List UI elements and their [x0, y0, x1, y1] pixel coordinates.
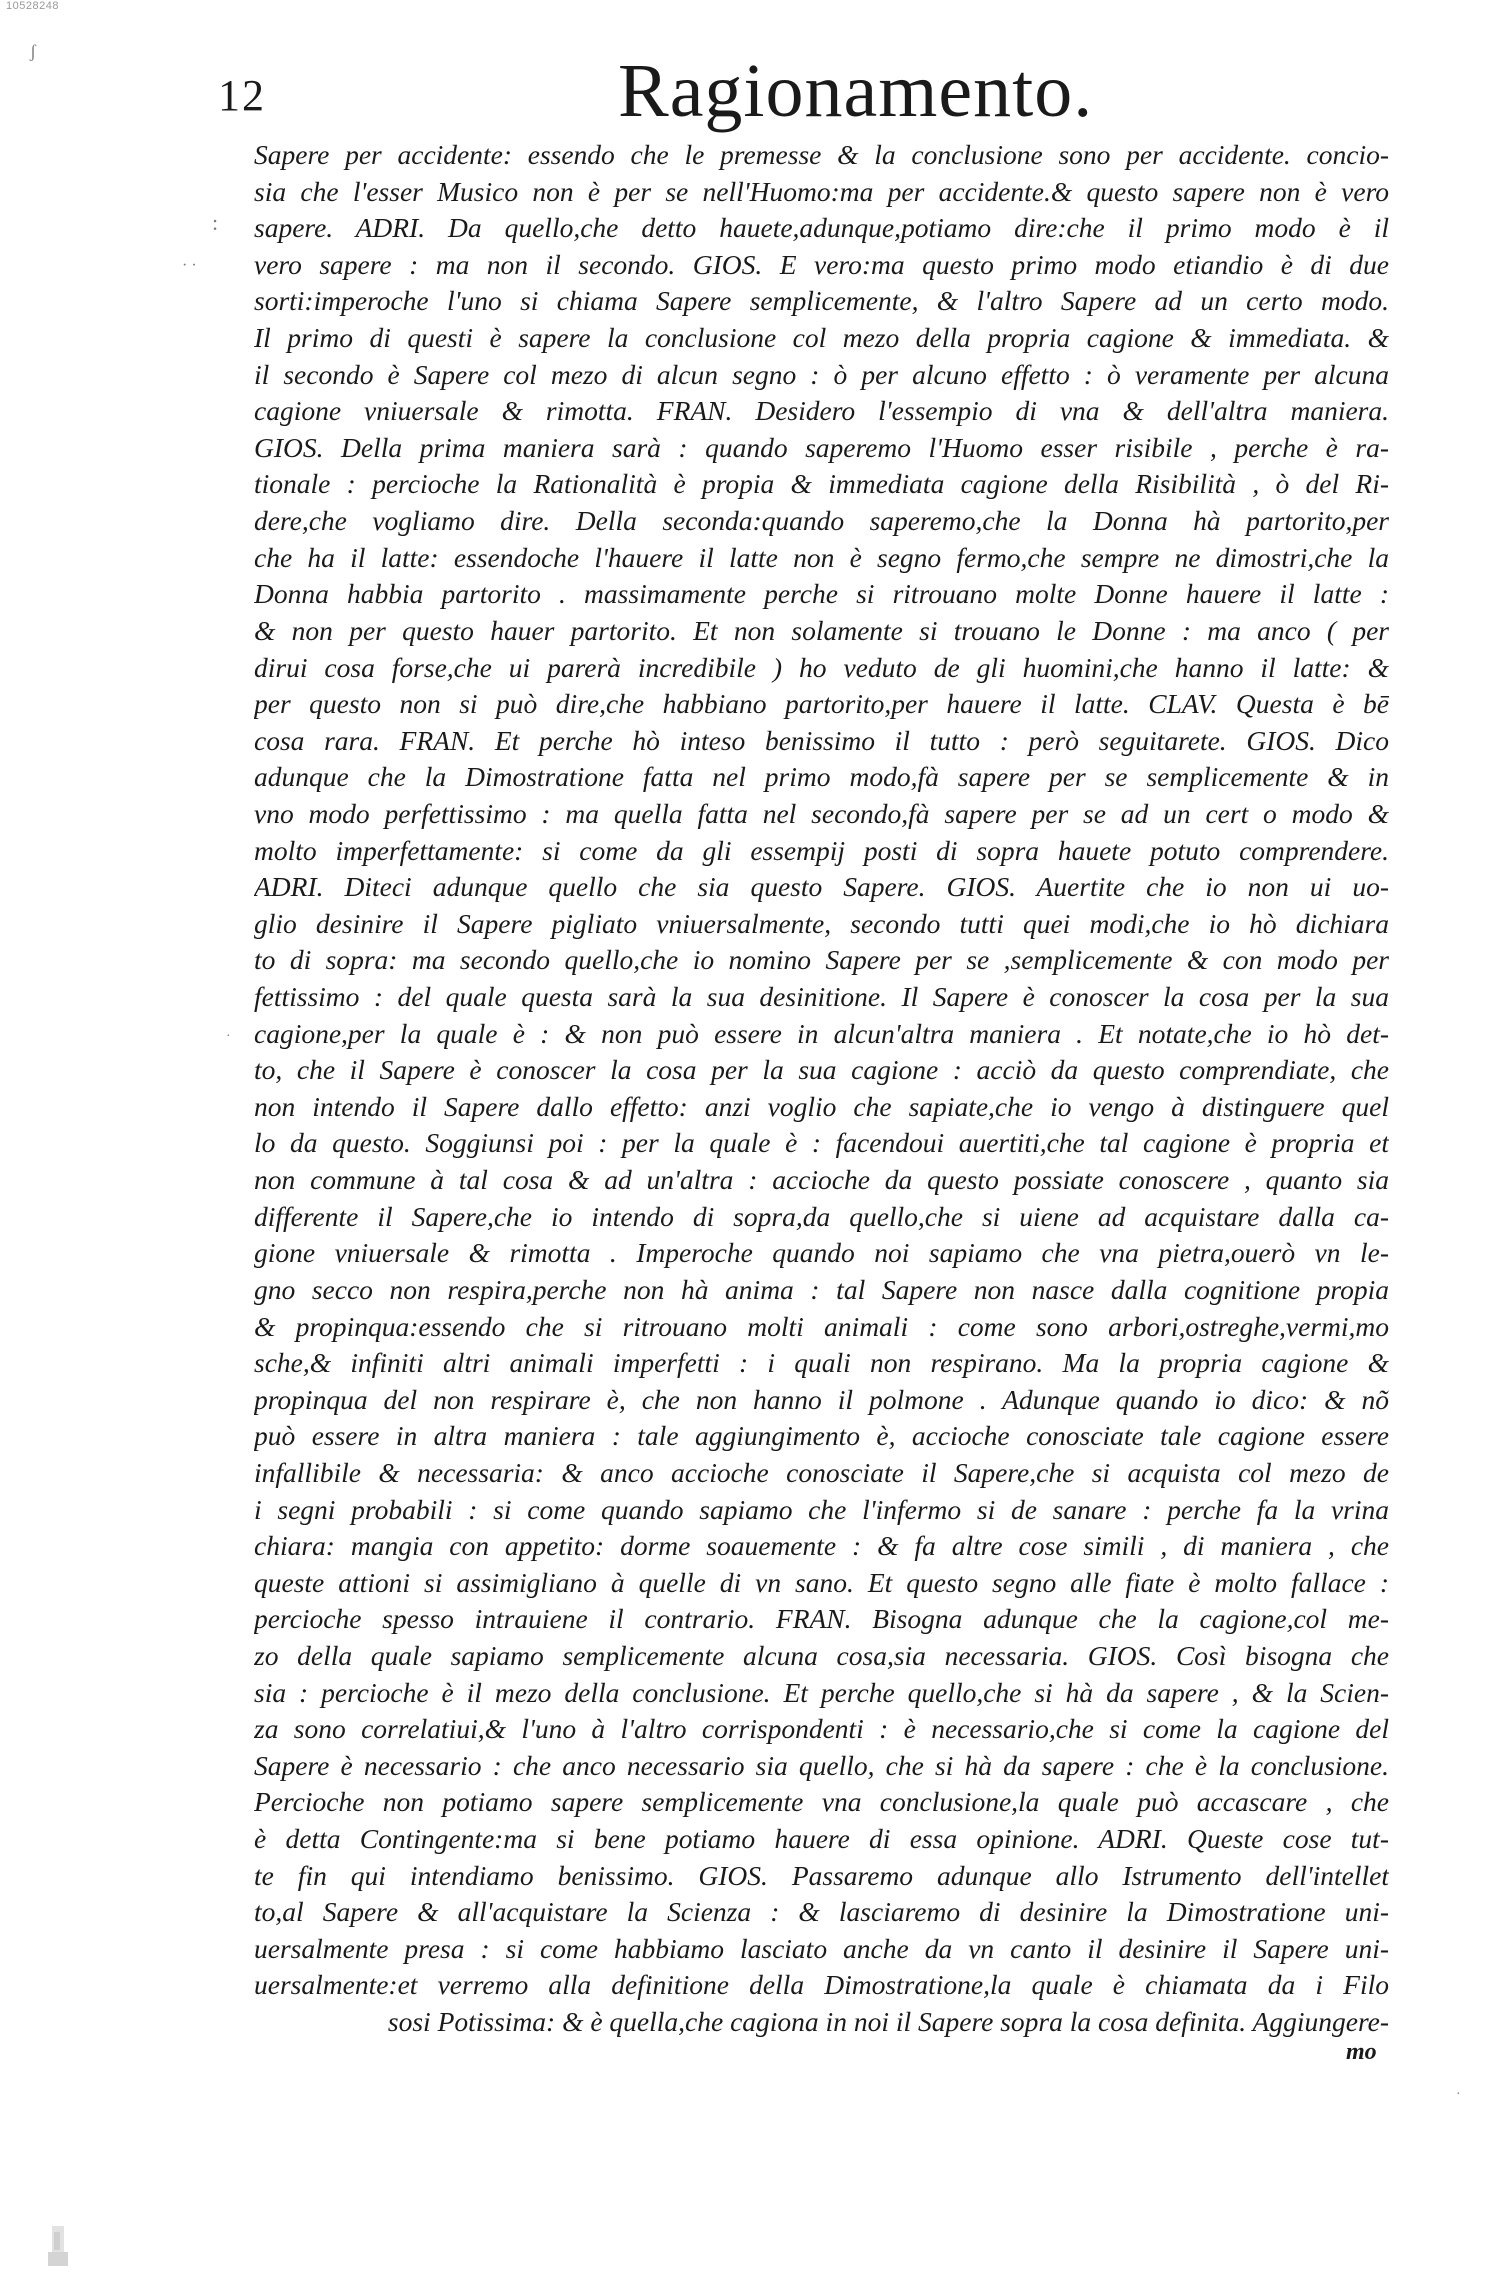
text-line: to di sopra: ma secondo quello,che io nomino Sapere per se ,semplicemente & con modo per: [254, 944, 1389, 976]
text-line: è detta Contingente:ma si bene potiamo hauere di essa opinione. ADRI. Queste cose tut-: [254, 1823, 1389, 1855]
text-line: fettissimo : del quale questa sarà la sua desinitione. Il Sapere è conoscer la cosa per la sua: [254, 981, 1389, 1013]
text-line: glio desinire il Sapere pigliato vniuersalmente, secondo tutti quei modi,che io hò dichiara: [254, 907, 1389, 939]
text-line: cagione vniuersale & rimotta. FRAN. Desidero l'essempio di vna & dell'altra maniera.: [254, 395, 1389, 427]
text-line: Sapere è necessario : che anco necessario sia quello, che si hà da sapere : che è la conclusione.: [254, 1749, 1389, 1781]
text-line: & propinqua:essendo che si ritrouano molti animali : come sono arbori,ostreghe,vermi,mo: [254, 1310, 1389, 1342]
text-line: per questo non si può dire,che habbiano partorito,per hauere il latte. CLAV. Questa è bē: [254, 688, 1389, 720]
text-line: za sono correlatiui,& l'uno à l'altro corrispondenti : è necessario,che si come la cagione del: [254, 1713, 1389, 1745]
text-line: dirui cosa forse,che ui parerà incredibile ) ho veduto de gli huomini,che hanno il latte: &: [254, 651, 1389, 683]
text-line: Percioche non potiamo sapere semplicemente vna conclusione,la quale può accascare , che: [254, 1786, 1389, 1818]
text-line: i segni probabili : si come quando sapiamo che l'infermo si de sanare : perche fa la vrina: [254, 1493, 1389, 1525]
text-line: vero sapere : ma non il secondo. GIOS. E vero:ma questo primo modo etiandio è di due: [254, 248, 1389, 280]
text-line: percioche spesso intrauiene il contrario. FRAN. Bisogna adunque che la cagione,col me-: [254, 1603, 1389, 1635]
text-line: sia che l'esser Musico non è per se nell'Huomo:ma per accidente.& questo sapere non è vero: [254, 175, 1389, 207]
text-line: cagione,per la quale è : & non può essere in alcun'altra maniera . Et notate,che io hò det-: [254, 1017, 1389, 1049]
text-line: vno modo perfettissimo : ma quella fatta nel secondo,fà sapere per se ad un cert o modo &: [254, 797, 1389, 829]
text-line: Donna habbia partorito . massimamente perche si ritrouano molte Donne hauere il latte :: [254, 578, 1389, 610]
text-line: sapere. ADRI. Da quello,che detto hauete,adunque,potiamo dire:che il primo modo è il: [254, 212, 1389, 244]
text-line: queste attioni si assimigliano à quelle di vn sano. Et questo segno alle fiate è molto fallace :: [254, 1566, 1389, 1598]
bottom-smudge: [44, 2222, 74, 2270]
text-line: uersalmente:et verremo alla definitione della Dimostratione,la quale è chiamata da i Filo: [254, 1969, 1389, 2001]
margin-mark: · ·: [182, 257, 197, 274]
text-line: lo da questo. Soggiunsi poi : per la quale è : facendoui auertiti,che tal cagione è propria et: [254, 1127, 1389, 1159]
text-line: & non per questo hauer partorito. Et non solamente si trouano le Donne : ma anco ( per: [254, 614, 1389, 646]
text-line: sia : percioche è il mezo della conclusione. Et perche quello,che si hà da sapere , & la Scien-: [254, 1676, 1389, 1708]
text-line: to, che il Sapere è conoscer la cosa per la sua cagione : acciò da questo comprendiate, che: [254, 1054, 1389, 1086]
text-line: il secondo è Sapere col mezo di alcun segno : ò per alcuno effetto : ò veramente per alcuna: [254, 358, 1389, 390]
text-line: sorti:imperoche l'uno si chiama Sapere semplicemente, & l'altro Sapere ad un certo modo.: [254, 285, 1389, 317]
text-line: molto imperfettamente: si come da gli essempij posti di sopra hauete potuto comprendere.: [254, 834, 1389, 866]
margin-mark: ·: [1456, 2087, 1461, 2102]
text-line: sche,& infiniti altri animali imperfetti : i quali non respirano. Ma la propria cagione &: [254, 1347, 1389, 1379]
body-text: [254, 137, 1389, 2041]
text-line: zo della quale sapiamo semplicemente alcuna cosa,sia necessaria. GIOS. Così bisogna che: [254, 1639, 1389, 1671]
page-header: [218, 48, 1278, 140]
text-line: Sapere per accidente: essendo che le premesse & la conclusione sono per accidente. concio-: [254, 139, 1389, 170]
text-line: può essere in altra maniera : tale aggiungimento è, accioche conosciate tale cagione essere: [254, 1420, 1389, 1452]
text-line: Il primo di questi è sapere la conclusione col mezo della propria cagione & immediata. &: [254, 322, 1389, 354]
page-number: 12: [218, 71, 266, 120]
text-line: tionale : percioche la Rationalità è propia & immediata cagione della Risibilità , ò del Ri-: [254, 468, 1389, 500]
margin-mark: ʃ: [30, 41, 36, 61]
text-line: propinqua del non respirare è, che non hanno il polmone . Adunque quando io dico: & nõ: [254, 1383, 1389, 1415]
text-line: non intendo il Sapere dallo effetto: anzi voglio che sapiate,che io vengo à distinguere quel: [254, 1090, 1389, 1122]
catalog-mark: 10528248: [6, 0, 59, 12]
margin-mark: ·: [226, 1029, 231, 1044]
text-line: ADRI. Diteci adunque quello che sia questo Sapere. GIOS. Auertite che io non ui uo-: [254, 871, 1389, 903]
text-line: adunque che la Dimostratione fatta nel primo modo,fà sapere per se semplicemente & in: [254, 761, 1389, 793]
text-line: gno secco non respira,perche non hà anima : tal Sapere non nasce dalla cognitione propia: [254, 1273, 1389, 1305]
text-line: cosa rara. FRAN. Et perche hò inteso benissimo il tutto : però seguitarete. GIOS. Dico: [254, 724, 1389, 756]
text-line: non commune à tal cosa & ad un'altra : accioche da questo possiate conoscere , quanto sia: [254, 1164, 1389, 1196]
running-head: Ragionamento.: [618, 49, 1094, 133]
text-line: te fin qui intendiamo benissimo. GIOS. Passaremo adunque allo Istrumento dell'intellet: [254, 1859, 1389, 1891]
text-line: uersalmente presa : si come habbiamo lasciato anche da vn canto il desinire il Sapere uni-: [254, 1932, 1389, 1964]
text-line: GIOS. Della prima maniera sarà : quando saperemo l'Huomo esser risibile , perche è ra-: [254, 431, 1389, 463]
text-line: infallibile & necessaria: & anco accioche conosciate il Sapere,che si acquista col mezo de: [254, 1456, 1389, 1488]
text-line: to,al Sapere & all'acquistare la Scienza : & lasciaremo di desinire la Dimostratione uni-: [254, 1896, 1389, 1928]
text-line: dere,che vogliamo dire. Della seconda:quando saperemo,che la Donna hà partorito,per: [254, 505, 1389, 537]
text-line: differente il Sapere,che io intendo di sopra,da quello,che si uiene ad acquistare dalla ca-: [254, 1200, 1389, 1232]
text-line: sosi Potissima: & è quella,che cagiona in noi il Sapere sopra la cosa definita. Aggiungere-: [387, 2006, 1389, 2038]
text-line: che ha il latte: essendoche l'hauere il latte non è segno fermo,che sempre ne dimostri,che la: [254, 541, 1389, 573]
margin-mark: :: [212, 210, 219, 235]
catchword: mo: [1346, 2039, 1377, 2065]
text-line: chiara: mangia con appetito: dorme soauemente : & fa altre cose simili , di maniera , che: [254, 1530, 1389, 1562]
text-line: gione vniuersale & rimotta . Imperoche quando noi sapiamo che vna pietra,ouerò vn le-: [254, 1237, 1389, 1269]
